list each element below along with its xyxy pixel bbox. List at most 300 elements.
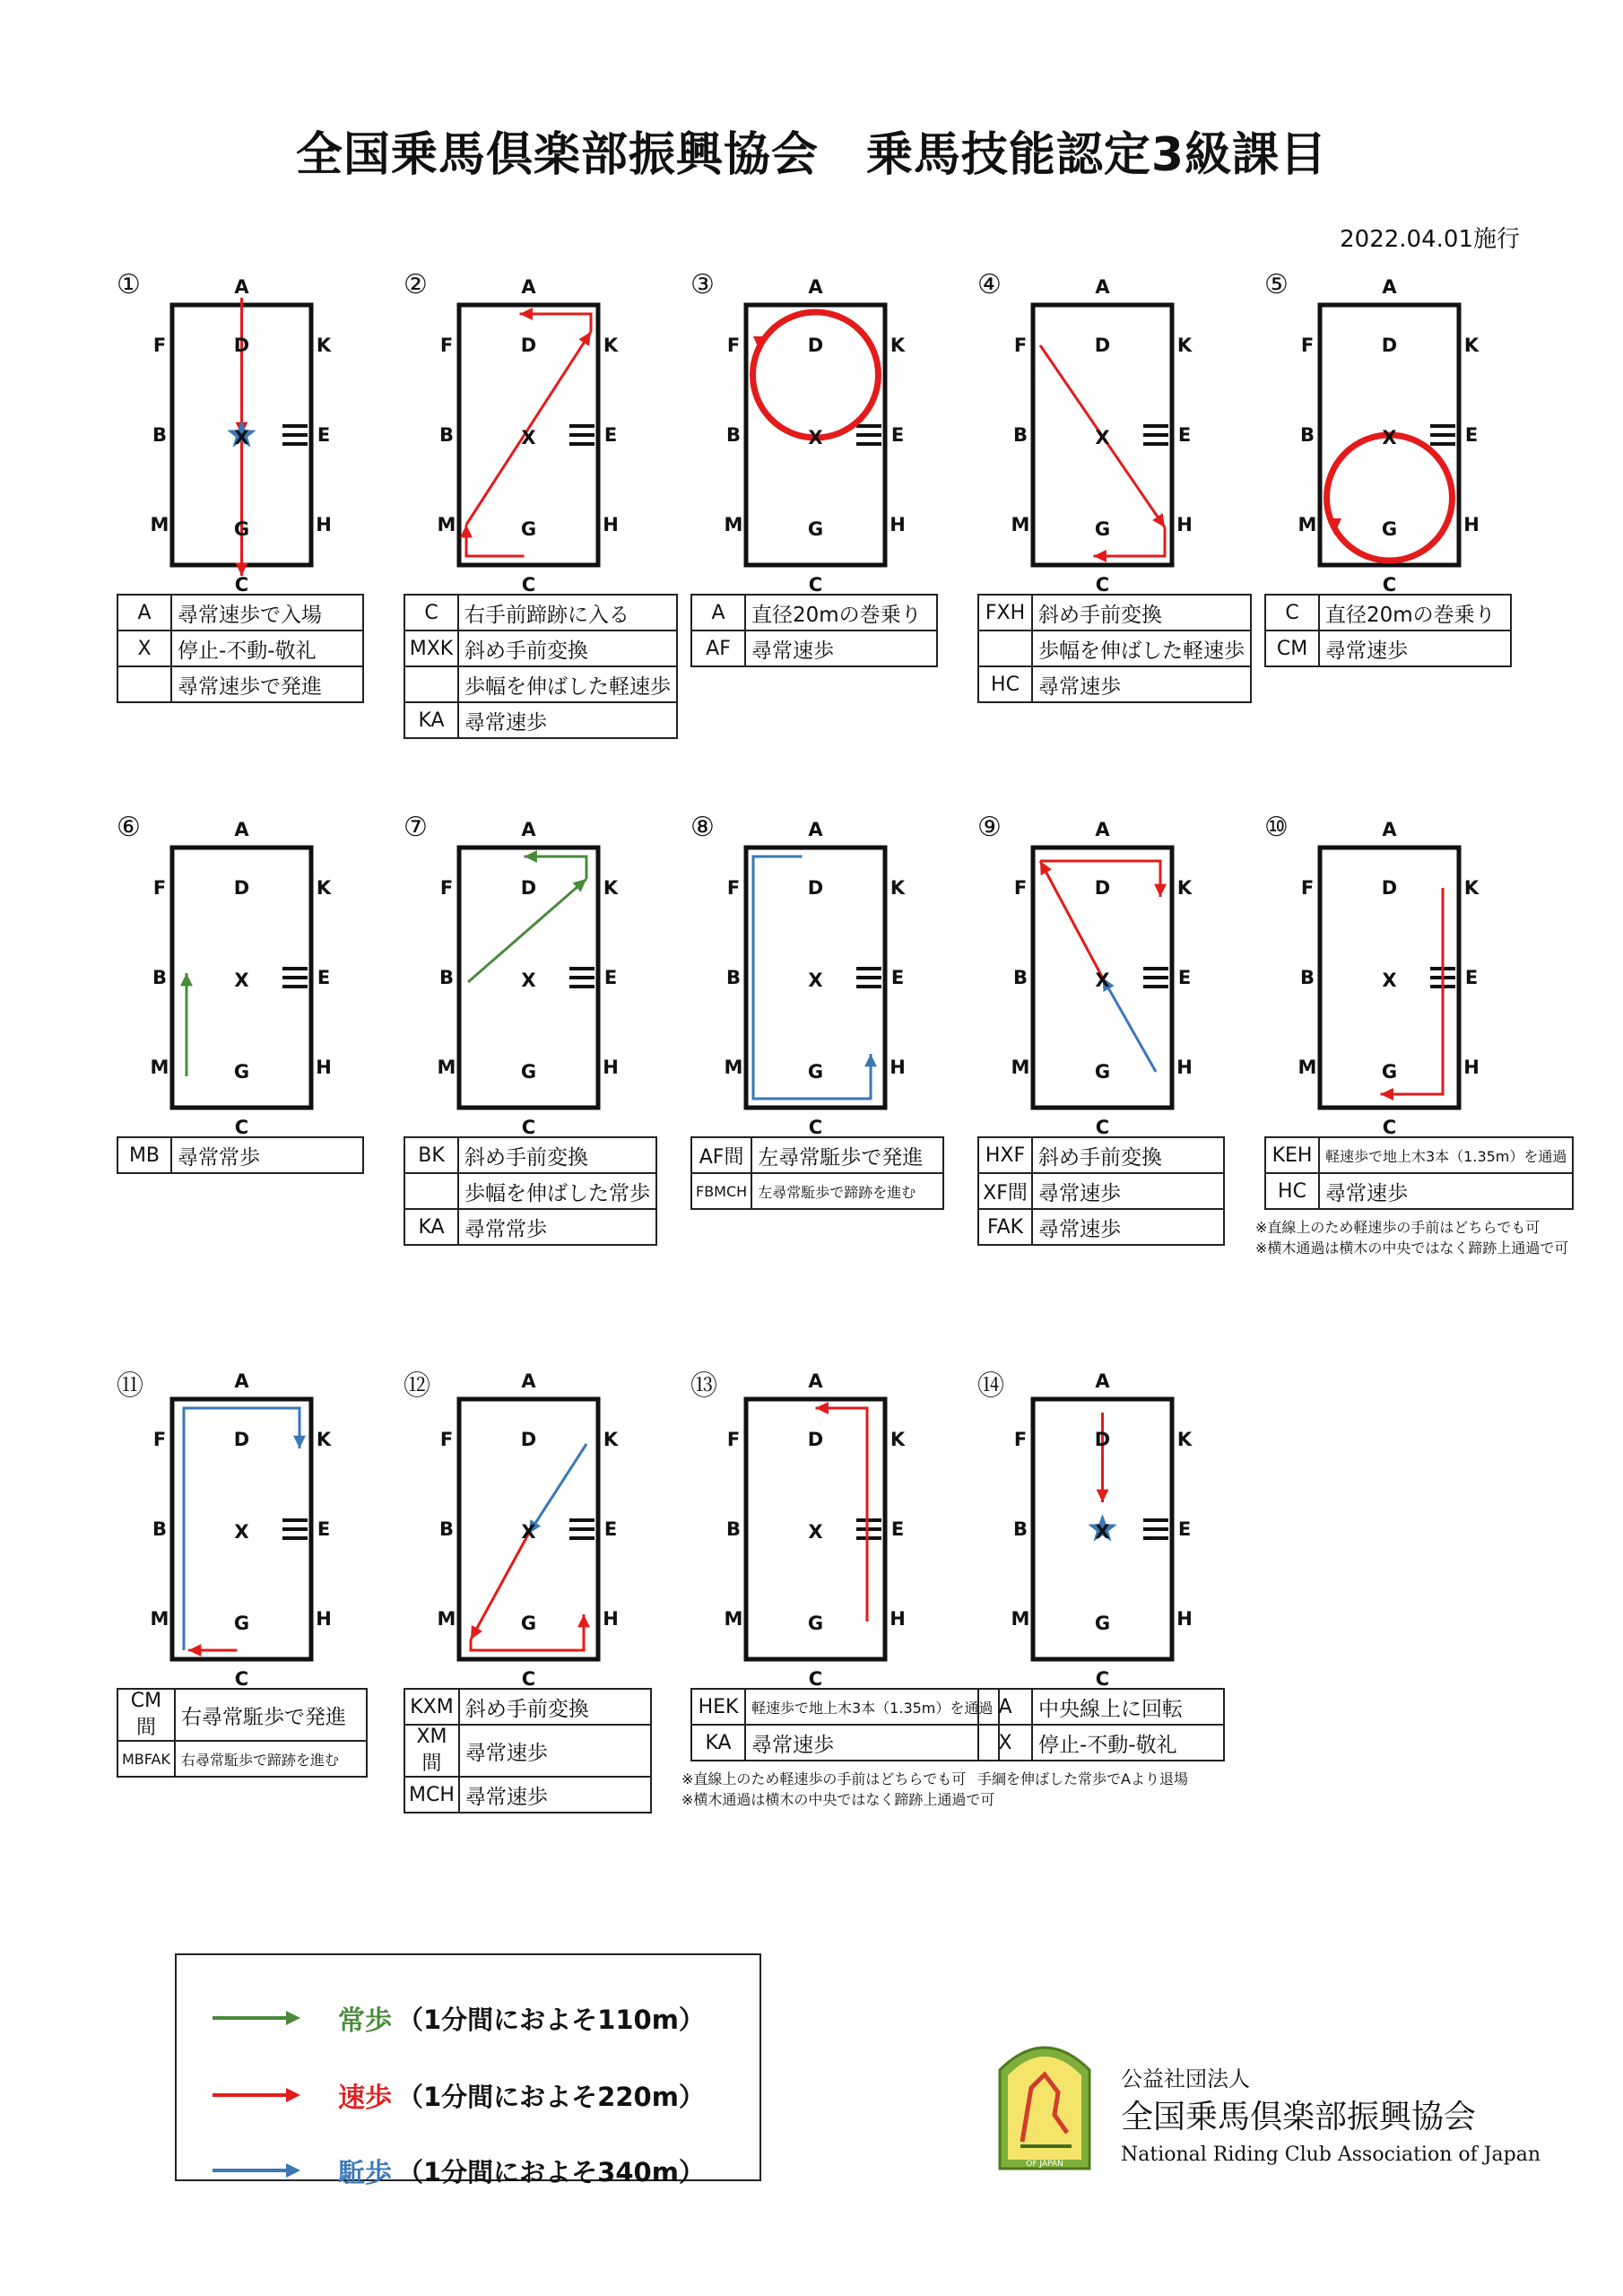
step-table [117,1688,368,1778]
step-table [404,1688,652,1813]
arena-letter-H: H [1463,1057,1480,1078]
arena-letter-D: D [1094,1429,1111,1450]
arena-letter-E: E [890,967,905,988]
step-description: 尋常速歩 [1032,1173,1224,1209]
step-description: 尋常速歩 [745,631,937,666]
arena-letter-F: F [1300,335,1315,356]
arena-letter-D: D [233,335,250,356]
arena-letter-A: A [808,1370,823,1392]
step-row [978,1689,1224,1725]
arena-letter-B: B [1012,1518,1028,1540]
walk-arrow-icon [213,2009,302,2027]
step-table [977,1136,1225,1246]
step-description: 歩幅を伸ばした常歩 [458,1173,656,1209]
route-arrowhead [578,332,591,346]
arena-letter-X: X [808,970,823,991]
arena-letter-A: A [1382,819,1397,840]
route-line [1103,978,1157,1072]
arena-letter-H: H [316,1608,332,1630]
step-code: XF間 [978,1173,1032,1209]
step-code: BK [404,1137,458,1173]
arena-letter-M: M [150,1608,169,1630]
route-line [1040,861,1103,978]
step-row [404,631,677,666]
route-arrowhead [864,1054,877,1066]
arena-letter-E: E [317,1518,331,1540]
arena-letter-A: A [808,819,823,840]
note-line: ※横木通過は横木の中央ではなく蹄跡上通過で可 [681,1791,995,1808]
arena-diagram [404,812,708,1138]
step-code [404,666,458,702]
step-description: 右尋常駈歩で発進 [175,1689,367,1741]
arena-letter-B: B [725,1518,742,1540]
step-description: 歩幅を伸ばした軽速歩 [1032,631,1251,666]
arena-letter-A: A [521,276,536,298]
step-table [117,1136,364,1174]
arena-letter-C: C [1095,1668,1110,1690]
legend-gait-desc: （1分間におよそ220m） [397,2081,705,2112]
arena-letter-F: F [439,877,454,899]
step-table [977,1688,1225,1761]
arena-letter-X: X [521,970,536,991]
arena-letter-A: A [234,276,249,298]
arena-letter-D: D [520,877,537,899]
step-code [117,666,171,702]
arena-letter-B: B [438,967,455,988]
legend-row-canter [213,2152,705,2188]
step-description: 中央線上に回転 [1032,1689,1224,1725]
step-description: 尋常速歩で発進 [171,666,363,702]
arena-letter-B: B [1299,967,1315,988]
step-row [404,702,677,738]
route-arrowhead [460,525,473,537]
legend-gait-label: 常歩 [338,2005,392,2037]
arena-letter-H: H [890,1608,906,1630]
arena-letter-X: X [1382,427,1397,448]
arena-letter-E: E [603,967,618,988]
step-row [404,1173,656,1209]
arena-letter-G: G [807,518,824,540]
arena-letter-E: E [1177,424,1192,446]
step-row [117,1741,367,1777]
step-description: 右尋常駈歩で蹄跡を進む [175,1741,367,1777]
step-table [690,1688,1000,1761]
arena-letter-K: K [1176,877,1193,899]
arena-letter-D: D [1094,335,1111,356]
step-row [691,631,937,666]
arena-diagram [690,269,995,596]
arena-letter-H: H [603,1057,619,1078]
arena-letter-K: K [890,1429,906,1450]
step-row [978,595,1251,631]
step-description: 停止‐不動‐敬礼 [171,631,363,666]
route-circle [1327,435,1453,561]
arena-letter-E: E [1464,967,1479,988]
step-description: 尋常速歩 [459,1777,651,1813]
route-arrowhead [816,1402,829,1414]
step-code: X [117,631,171,666]
arena-letter-E: E [317,967,331,988]
route-arrowhead [1381,1088,1393,1100]
step-table [1264,1136,1574,1210]
step-code: HXF [978,1137,1032,1173]
step-description: 尋常速歩 [1319,631,1511,666]
arena-letter-M: M [1011,514,1030,535]
arena-letter-G: G [233,1061,250,1083]
step-code [404,1173,458,1209]
arena-letter-A: A [234,819,249,840]
arena-letter-E: E [1177,967,1192,988]
arena-diagram [977,269,1282,596]
step-description: 尋常常歩 [458,1209,656,1245]
arena-letter-D: D [233,1429,250,1450]
step-notes [1255,1217,1578,1258]
arena-letter-D: D [807,1429,824,1450]
step-row [691,1137,943,1173]
arena-letter-F: F [1013,335,1028,356]
arena-letter-C: C [1382,574,1397,596]
step-row [691,595,937,631]
arena-letter-M: M [1298,514,1317,535]
arena-letter-G: G [520,518,537,540]
arena-letter-F: F [152,1429,167,1450]
step-code: FAK [978,1209,1032,1245]
arena-letter-C: C [521,574,536,596]
route-arrowhead [1094,550,1107,562]
step-description: 尋常常歩 [171,1137,363,1173]
step-description: 左尋常駈歩で発進 [751,1137,943,1173]
arena-letter-A: A [234,1370,249,1392]
organization-block [995,2034,1551,2182]
legend-row-trot [213,2077,705,2113]
arena-letter-M: M [1298,1057,1317,1078]
arena-letter-B: B [152,424,168,446]
arena-letter-A: A [1095,1370,1110,1392]
arena-letter-G: G [233,518,250,540]
step-description: 斜め手前変換 [1032,595,1251,631]
step-row [404,1725,651,1777]
arena-letter-M: M [1011,1057,1030,1078]
arena-letter-C: C [808,1668,823,1690]
arena-letter-D: D [520,1429,537,1450]
step-code: MB [117,1137,171,1173]
step-code: A [691,595,745,631]
step-row [1265,595,1511,631]
effective-date: 2022.04.01施行 [1340,226,1520,253]
arena-letter-H: H [1463,514,1480,535]
arena-diagram [1264,812,1569,1138]
diagram-number: ⑦ [404,812,428,843]
step-notes [681,1769,1004,1810]
arena-letter-F: F [726,877,741,899]
arena-letter-K: K [603,1429,619,1450]
arena-letter-C: C [808,574,823,596]
diagram-number: ③ [690,269,715,300]
arena-diagram [117,1363,421,1690]
arena-letter-E: E [317,424,331,446]
arena-diagram [690,1363,995,1690]
arena-letter-H: H [1176,1057,1193,1078]
step-table [977,594,1252,703]
step-row [978,1137,1224,1173]
diagram-number: ⑧ [690,812,715,843]
arena-letter-E: E [890,1518,905,1540]
diagram-number: ⑥ [117,812,141,843]
diagram-number: ⑨ [977,812,1002,843]
arena-diagram [1264,269,1569,596]
arena-letter-F: F [152,877,167,899]
arena-letter-F: F [726,1429,741,1450]
route-line [471,1534,529,1639]
step-description: 尋常速歩で入場 [171,595,363,631]
arena-letter-E: E [603,1518,618,1540]
arena-letter-B: B [1012,967,1028,988]
step-code: KA [404,702,458,738]
arena-letter-G: G [1094,1061,1111,1083]
step-code: HC [1265,1173,1319,1209]
step-code: FXH [978,595,1032,631]
arena-letter-B: B [152,1518,168,1540]
arena-letter-C: C [1382,1117,1397,1138]
step-table [690,1136,944,1210]
diagram-number: ② [404,269,428,300]
diagram-number: ⑭ [977,1370,1004,1402]
step-description: 軽速歩で地上木3本（1.35m）を通過 [745,1689,999,1725]
step-row [404,595,677,631]
arena-letter-M: M [724,514,743,535]
arena-letter-G: G [1094,1613,1111,1634]
diagram-number: ⑪ [117,1370,143,1402]
route-arrowhead [1097,1490,1109,1502]
step-row [117,631,363,666]
arena-letter-D: D [233,877,250,899]
step-description: 斜め手前変換 [458,631,677,666]
route-arrowhead [180,973,193,986]
arena-letter-D: D [1381,335,1398,356]
arena-letter-B: B [725,424,742,446]
step-notes [977,1769,1300,1789]
step-description: 歩幅を伸ばした軽速歩 [458,666,677,702]
arena-letter-E: E [1464,424,1479,446]
arena-letter-K: K [1176,335,1193,356]
route-line [466,525,525,556]
step-description: 右手前蹄跡に入る [458,595,677,631]
arena-letter-G: G [233,1613,250,1634]
diagram-number: ① [117,269,141,300]
step-code: A [117,595,171,631]
step-table [690,594,938,667]
arena-letter-F: F [1300,877,1315,899]
step-code: A [978,1689,1032,1725]
step-code: KXM [404,1689,459,1725]
arena-letter-G: G [520,1613,537,1634]
step-code: MXK [404,631,458,666]
arena-letter-X: X [1095,427,1110,448]
step-code: CM [1265,631,1319,666]
arena-letter-C: C [521,1117,536,1138]
step-row [978,1209,1224,1245]
step-table [1264,594,1512,667]
arena-letter-C: C [1095,1117,1110,1138]
arena-letter-X: X [234,970,249,991]
arena-letter-K: K [316,335,332,356]
step-code: C [404,595,458,631]
arena-letter-M: M [724,1057,743,1078]
arena-letter-G: G [520,1061,537,1083]
step-description: 停止‐不動‐敬礼 [1032,1725,1224,1761]
page-title: 全国乗馬倶楽部振興協会 乗馬技能認定3級課目 [295,128,1328,182]
diagram-number: ⑫ [404,1370,430,1402]
arena-letter-K: K [1463,335,1480,356]
legend-gait-desc: （1分間におよそ110m） [397,2004,705,2035]
route-arrowhead [1154,884,1167,897]
step-row [117,1137,363,1173]
route-circle [753,312,879,438]
arena-letter-H: H [603,514,619,535]
arena-letter-K: K [603,335,619,356]
legend-gait-desc: （1分間におよそ340m） [397,2156,705,2187]
route-arrowhead [1152,513,1165,527]
arena-letter-C: C [1095,574,1110,596]
arena-letter-K: K [316,877,332,899]
route-arrowhead [520,308,533,320]
arena-letter-D: D [1381,877,1398,899]
arena-letter-F: F [439,1429,454,1450]
arena-letter-E: E [603,424,618,446]
step-row [1265,1137,1573,1173]
step-code [978,631,1032,666]
step-code: AF [691,631,745,666]
note-line: 手綱を伸ばした常歩でAより退場 [977,1770,1188,1787]
step-row [691,1689,999,1725]
step-description: 斜め手前変換 [458,1137,656,1173]
arena-letter-X: X [1095,1521,1110,1543]
organization-type: 公益社団法人 [1121,2066,1250,2092]
arena-letter-K: K [890,335,906,356]
arena-letter-B: B [1012,424,1028,446]
step-code: CM間 [117,1689,175,1741]
arena-letter-D: D [520,335,537,356]
arena-letter-K: K [316,1429,332,1450]
arena-letter-F: F [439,335,454,356]
step-description: 直径20mの巻乗り [745,595,937,631]
step-row [404,666,677,702]
legend-gait-label: 駈歩 [338,2158,392,2189]
note-line: ※横木通過は横木の中央ではなく蹄跡上通過で可 [1255,1239,1569,1257]
legend-row-walk [213,2000,705,2036]
arena-letter-A: A [808,276,823,298]
step-row [978,631,1251,666]
organization-name: 全国乗馬倶楽部振興協会 [1121,2099,1477,2135]
step-description: 斜め手前変換 [1032,1137,1224,1173]
step-row [691,1173,943,1209]
svg-text:OF JAPAN: OF JAPAN [1026,2160,1063,2169]
arena-letter-A: A [521,1370,536,1392]
arena-letter-X: X [808,1521,823,1543]
arena-letter-X: X [808,427,823,448]
step-row [404,1689,651,1725]
organization-logo-icon [995,2034,1094,2173]
arena-letter-C: C [234,574,249,596]
step-row [117,666,363,702]
arena-letter-D: D [807,335,824,356]
arena-letter-M: M [437,1608,456,1630]
legend-gait-label: 速歩 [338,2083,392,2114]
diagram-number: ④ [977,269,1002,300]
arena-letter-M: M [724,1608,743,1630]
step-description: 尋常速歩 [459,1725,651,1777]
arena-letter-A: A [1095,276,1110,298]
diagram-number: ⑬ [690,1370,717,1402]
diagram-number: ⑤ [1264,269,1289,300]
arena-letter-H: H [316,514,332,535]
arena-letter-X: X [234,427,249,448]
arena-letter-E: E [1177,1518,1192,1540]
step-code: AF間 [691,1137,751,1173]
arena-letter-A: A [1382,276,1397,298]
arena-diagram [117,812,421,1138]
arena-letter-X: X [1382,970,1397,991]
arena-letter-K: K [1463,877,1480,899]
step-description: 尋常速歩 [745,1725,999,1761]
arena-letter-G: G [1381,1061,1398,1083]
step-code: X [978,1725,1032,1761]
step-row [404,1777,651,1813]
step-row [404,1137,656,1173]
arena-letter-A: A [521,819,536,840]
arena-letter-D: D [1094,877,1111,899]
note-line: ※直線上のため軽速歩の手前はどちらでも可 [681,1770,967,1787]
arena-letter-F: F [1013,877,1028,899]
step-code: MCH [404,1777,459,1813]
step-description: 尋常速歩 [1319,1173,1573,1209]
step-row [117,1689,367,1741]
arena-letter-M: M [150,1057,169,1078]
arena-letter-B: B [438,1518,455,1540]
step-code: MBFAK [117,1741,175,1777]
step-row [978,1725,1224,1761]
step-table [117,594,364,703]
arena-letter-H: H [890,1057,906,1078]
step-description: 左尋常駈歩で蹄跡を進む [751,1173,943,1209]
arena-letter-D: D [807,877,824,899]
step-row [1265,1173,1573,1209]
arena-letter-B: B [438,424,455,446]
arena-letter-B: B [725,967,742,988]
step-code: KA [691,1725,745,1761]
arena-letter-H: H [890,514,906,535]
arena-letter-K: K [890,877,906,899]
step-description: 直径20mの巻乗り [1319,595,1511,631]
arena-letter-X: X [521,1521,536,1543]
organization-name-english: National Riding Club Association of Japan [1121,2144,1541,2166]
route-arrowhead [577,1614,590,1627]
arena-letter-K: K [1176,1429,1193,1450]
step-code: FBMCH [691,1173,751,1209]
step-table [404,1136,657,1246]
note-line: ※直線上のため軽速歩の手前はどちらでも可 [1255,1219,1541,1236]
arena-letter-C: C [234,1117,249,1138]
canter-arrow-icon [213,2161,302,2179]
arena-letter-A: A [1095,819,1110,840]
arena-diagram [404,1363,708,1690]
step-row [691,1725,999,1761]
arena-letter-M: M [437,514,456,535]
arena-diagram [690,812,995,1138]
arena-letter-B: B [1299,424,1315,446]
step-row [1265,631,1511,666]
arena-letter-M: M [1011,1608,1030,1630]
